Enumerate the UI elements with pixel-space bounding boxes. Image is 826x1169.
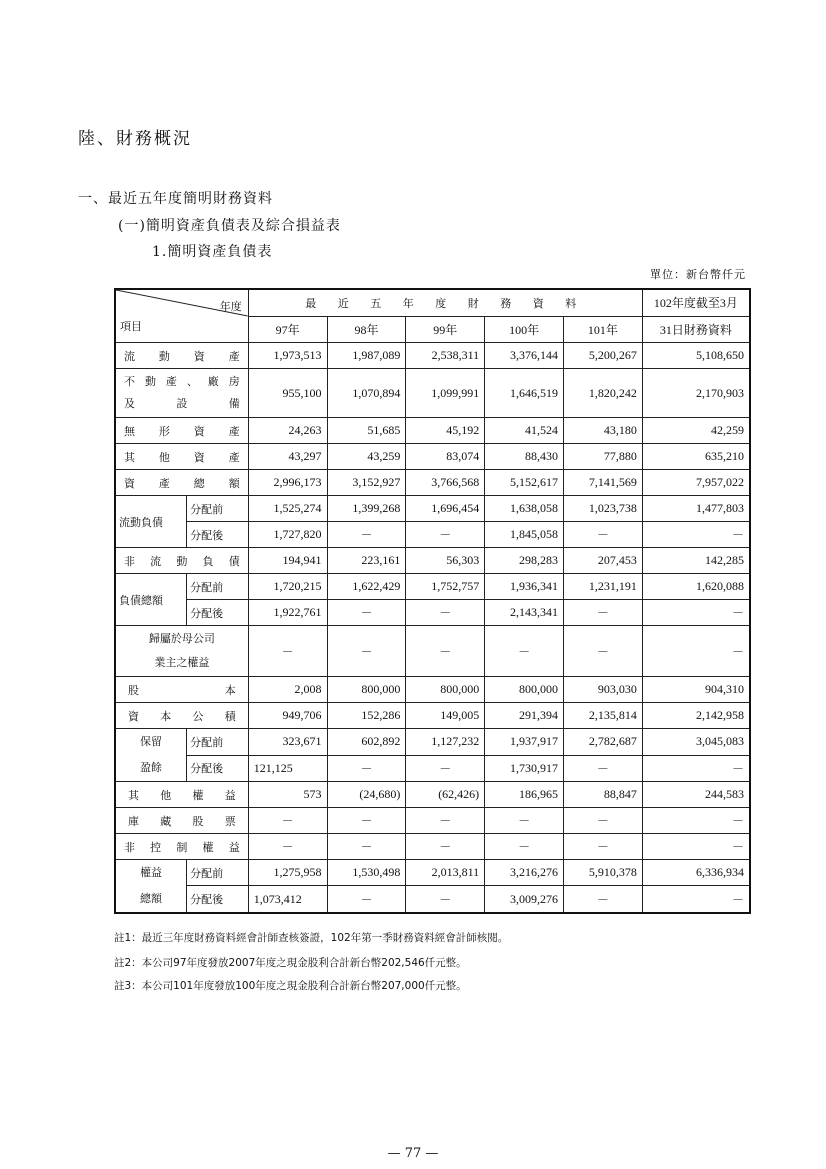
- cell: －: [564, 626, 643, 677]
- cell: 2,996,173: [248, 470, 327, 496]
- cell: 24,263: [248, 418, 327, 444]
- table-row: [115, 808, 750, 834]
- cell: －: [642, 808, 750, 834]
- cell: 3,766,568: [406, 470, 485, 496]
- cell: 2,538,311: [406, 343, 485, 369]
- table-row: [115, 343, 750, 369]
- row-label-line-1: 歸屬於母公司: [148, 632, 215, 645]
- table-row: [115, 782, 750, 808]
- cell: 1,720,215: [248, 574, 327, 600]
- footnote: 註2：本公司97年度發放2007年度之現金股利合計新台幣202,546仟元整。: [114, 957, 467, 969]
- cell: 1,752,757: [406, 574, 485, 600]
- cell: 2,782,687: [564, 729, 643, 756]
- cell: 1,638,058: [485, 496, 564, 522]
- row-label-line-1: 保留: [140, 735, 163, 748]
- cell: 1,987,089: [327, 343, 406, 369]
- cell: 223,161: [327, 548, 406, 574]
- cell: 7,141,569: [564, 470, 643, 496]
- cell: 3,216,276: [485, 860, 564, 886]
- cell: 5,200,267: [564, 343, 643, 369]
- row-label: 其他資產: [115, 444, 248, 470]
- table-row: [115, 369, 750, 418]
- cell: 2,135,814: [564, 703, 643, 729]
- cell: 77,880: [564, 444, 643, 470]
- year-header: 97年: [248, 316, 327, 343]
- header-diagonal-cell: [115, 289, 248, 343]
- cell: 1,099,991: [406, 369, 485, 418]
- cell: 800,000: [485, 677, 564, 703]
- cell: 5,152,617: [485, 470, 564, 496]
- table-heading: 1.簡明資產負債表: [152, 244, 273, 260]
- cell: 5,910,378: [564, 860, 643, 886]
- cell: 1,936,341: [485, 574, 564, 600]
- cell: －: [564, 808, 643, 834]
- cell: 1,922,761: [248, 600, 327, 626]
- table-row: [115, 626, 750, 677]
- year-header-label: 年度: [219, 300, 242, 313]
- cell: 3,376,144: [485, 343, 564, 369]
- cell: 1,696,454: [406, 496, 485, 522]
- cell: －: [485, 834, 564, 860]
- row-label: 其他權益: [115, 782, 248, 808]
- subsection-heading: (一)簡明資產負債表及綜合損益表: [118, 218, 341, 234]
- cell: 1,730,917: [485, 755, 564, 782]
- cell: －: [485, 808, 564, 834]
- cell: －: [406, 626, 485, 677]
- row-label-line-1: 不動產、廠房: [124, 375, 240, 388]
- sub-label: 分配前: [187, 574, 249, 600]
- sub-label: 分配後: [187, 522, 249, 548]
- cell: 1,525,274: [248, 496, 327, 522]
- cell: 1,127,232: [406, 729, 485, 756]
- row-label: 流動資產: [115, 343, 248, 369]
- table-row: [115, 755, 750, 782]
- cell: 51,685: [327, 418, 406, 444]
- cell: －: [327, 522, 406, 548]
- cell: 142,285: [642, 548, 750, 574]
- sub-label: 分配前: [187, 496, 249, 522]
- cell: 1,530,498: [327, 860, 406, 886]
- unit-label: 單位：新台幣仟元: [650, 268, 746, 281]
- row-label: [115, 860, 187, 914]
- row-label: [115, 626, 248, 677]
- year-header: 99年: [406, 316, 485, 343]
- row-label-line-2: 總額: [140, 892, 163, 905]
- cell: －: [327, 600, 406, 626]
- cell: 149,005: [406, 703, 485, 729]
- table-row: [115, 600, 750, 626]
- cell: 903,030: [564, 677, 643, 703]
- cell: 3,009,276: [485, 886, 564, 913]
- row-label-line-2: 盈餘: [140, 761, 163, 774]
- sub-label: 分配前: [187, 860, 249, 886]
- cell: －: [406, 755, 485, 782]
- cell: －: [406, 600, 485, 626]
- cell: 800,000: [327, 677, 406, 703]
- cell: 88,847: [564, 782, 643, 808]
- cell: 56,303: [406, 548, 485, 574]
- cell: －: [564, 834, 643, 860]
- row-label-line-2: 及設備: [124, 397, 240, 410]
- cell: 7,957,022: [642, 470, 750, 496]
- table-row: [115, 470, 750, 496]
- cell: －: [327, 755, 406, 782]
- cell: 1,622,429: [327, 574, 406, 600]
- cell: 3,045,083: [642, 729, 750, 756]
- cell: 1,973,513: [248, 343, 327, 369]
- item-header-label: 項目: [120, 320, 142, 333]
- row-label-line-2: 業主之權益: [154, 656, 210, 669]
- row-label: 資產總額: [115, 470, 248, 496]
- footnote: 註3：本公司101年度發放100年度之現金股利合計新台幣207,000仟元整。: [114, 980, 467, 992]
- cell: 1,477,803: [642, 496, 750, 522]
- cell: 291,394: [485, 703, 564, 729]
- cell: －: [248, 626, 327, 677]
- cell: 2,008: [248, 677, 327, 703]
- cell: －: [642, 755, 750, 782]
- cell: 1,620,088: [642, 574, 750, 600]
- row-label-line-1: 權益: [140, 866, 163, 879]
- table-row: [115, 574, 750, 600]
- cell: 43,180: [564, 418, 643, 444]
- cell: 83,074: [406, 444, 485, 470]
- cell: 1,275,958: [248, 860, 327, 886]
- sub-label: 分配後: [187, 886, 249, 913]
- row-label: 非控制權益: [115, 834, 248, 860]
- cell: －: [564, 886, 643, 913]
- row-label: 無形資產: [115, 418, 248, 444]
- cell: 186,965: [485, 782, 564, 808]
- cell: 1,073,412: [248, 886, 327, 913]
- cell: 2,013,811: [406, 860, 485, 886]
- five-year-header: 最 近 五 年 度 財 務 資 料: [248, 289, 642, 316]
- cell: 152,286: [327, 703, 406, 729]
- cell: －: [642, 886, 750, 913]
- cell: 800,000: [406, 677, 485, 703]
- cell: 602,892: [327, 729, 406, 756]
- cell: 1,820,242: [564, 369, 643, 418]
- table-row: [115, 548, 750, 574]
- table-row: [115, 522, 750, 548]
- cell: －: [327, 808, 406, 834]
- cell: 88,430: [485, 444, 564, 470]
- row-label: 負債總額: [115, 574, 187, 626]
- table-row: [115, 729, 750, 756]
- section-heading: 一、最近五年度簡明財務資料: [78, 191, 273, 207]
- cell: 1,023,738: [564, 496, 643, 522]
- balance-sheet-table: [114, 288, 751, 914]
- cell: 298,283: [485, 548, 564, 574]
- cell: －: [642, 834, 750, 860]
- cell: －: [406, 808, 485, 834]
- cell: 1,845,058: [485, 522, 564, 548]
- row-label: 資本公積: [115, 703, 248, 729]
- cell: 121,125: [248, 755, 327, 782]
- table-row: [115, 418, 750, 444]
- cell: 5,108,650: [642, 343, 750, 369]
- row-label: [115, 729, 187, 782]
- cell: 573: [248, 782, 327, 808]
- cell: 3,152,927: [327, 470, 406, 496]
- cell: －: [642, 600, 750, 626]
- cell: 2,170,903: [642, 369, 750, 418]
- cell: 244,583: [642, 782, 750, 808]
- cell: 1,937,917: [485, 729, 564, 756]
- cell: 45,192: [406, 418, 485, 444]
- year-header: 98年: [327, 316, 406, 343]
- year-header: 101年: [564, 316, 643, 343]
- row-label: 流動負債: [115, 496, 187, 548]
- cell: －: [564, 522, 643, 548]
- cell: －: [642, 522, 750, 548]
- cell: 1,646,519: [485, 369, 564, 418]
- cell: 323,671: [248, 729, 327, 756]
- sub-label: 分配後: [187, 600, 249, 626]
- cell: 955,100: [248, 369, 327, 418]
- cell: 207,453: [564, 548, 643, 574]
- cell: 42,259: [642, 418, 750, 444]
- row-label: 股本: [115, 677, 248, 703]
- cell: －: [564, 600, 643, 626]
- cell: －: [248, 834, 327, 860]
- footnote: 註1：最近三年度財務資料經會計師查核簽證，102年第一季財務資料經會計師核閱。: [114, 932, 509, 944]
- page-title: 陸、財務概況: [78, 129, 192, 149]
- cell: 1,727,820: [248, 522, 327, 548]
- cell: －: [564, 755, 643, 782]
- cell: －: [642, 626, 750, 677]
- table-row: [115, 496, 750, 522]
- cell: 41,524: [485, 418, 564, 444]
- cell: 949,706: [248, 703, 327, 729]
- cell: 2,143,341: [485, 600, 564, 626]
- last-col-header-2: 31日財務資料: [642, 316, 750, 343]
- cell: 1,399,268: [327, 496, 406, 522]
- cell: 635,210: [642, 444, 750, 470]
- cell: －: [406, 522, 485, 548]
- cell: －: [406, 834, 485, 860]
- cell: －: [485, 626, 564, 677]
- cell: 2,142,958: [642, 703, 750, 729]
- row-label: 非流動負債: [115, 548, 248, 574]
- table-row: [115, 444, 750, 470]
- cell: (62,426): [406, 782, 485, 808]
- cell: －: [248, 808, 327, 834]
- table-row: [115, 886, 750, 913]
- cell: (24,680): [327, 782, 406, 808]
- header-row-1: [115, 289, 750, 316]
- cell: －: [327, 834, 406, 860]
- cell: 6,336,934: [642, 860, 750, 886]
- cell: －: [406, 886, 485, 913]
- table-row: [115, 860, 750, 886]
- cell: －: [327, 626, 406, 677]
- row-label: 庫藏股票: [115, 808, 248, 834]
- year-header: 100年: [485, 316, 564, 343]
- cell: 194,941: [248, 548, 327, 574]
- row-label: [115, 369, 248, 418]
- table-row: [115, 834, 750, 860]
- table-row: [115, 703, 750, 729]
- sub-label: 分配前: [187, 729, 249, 756]
- cell: －: [327, 886, 406, 913]
- cell: 1,231,191: [564, 574, 643, 600]
- cell: 1,070,894: [327, 369, 406, 418]
- cell: 43,259: [327, 444, 406, 470]
- sub-label: 分配後: [187, 755, 249, 782]
- page-number: — 77 —: [387, 1146, 439, 1161]
- cell: 43,297: [248, 444, 327, 470]
- table-row: [115, 677, 750, 703]
- last-col-header-1: 102年度截至3月: [642, 289, 750, 316]
- cell: 904,310: [642, 677, 750, 703]
